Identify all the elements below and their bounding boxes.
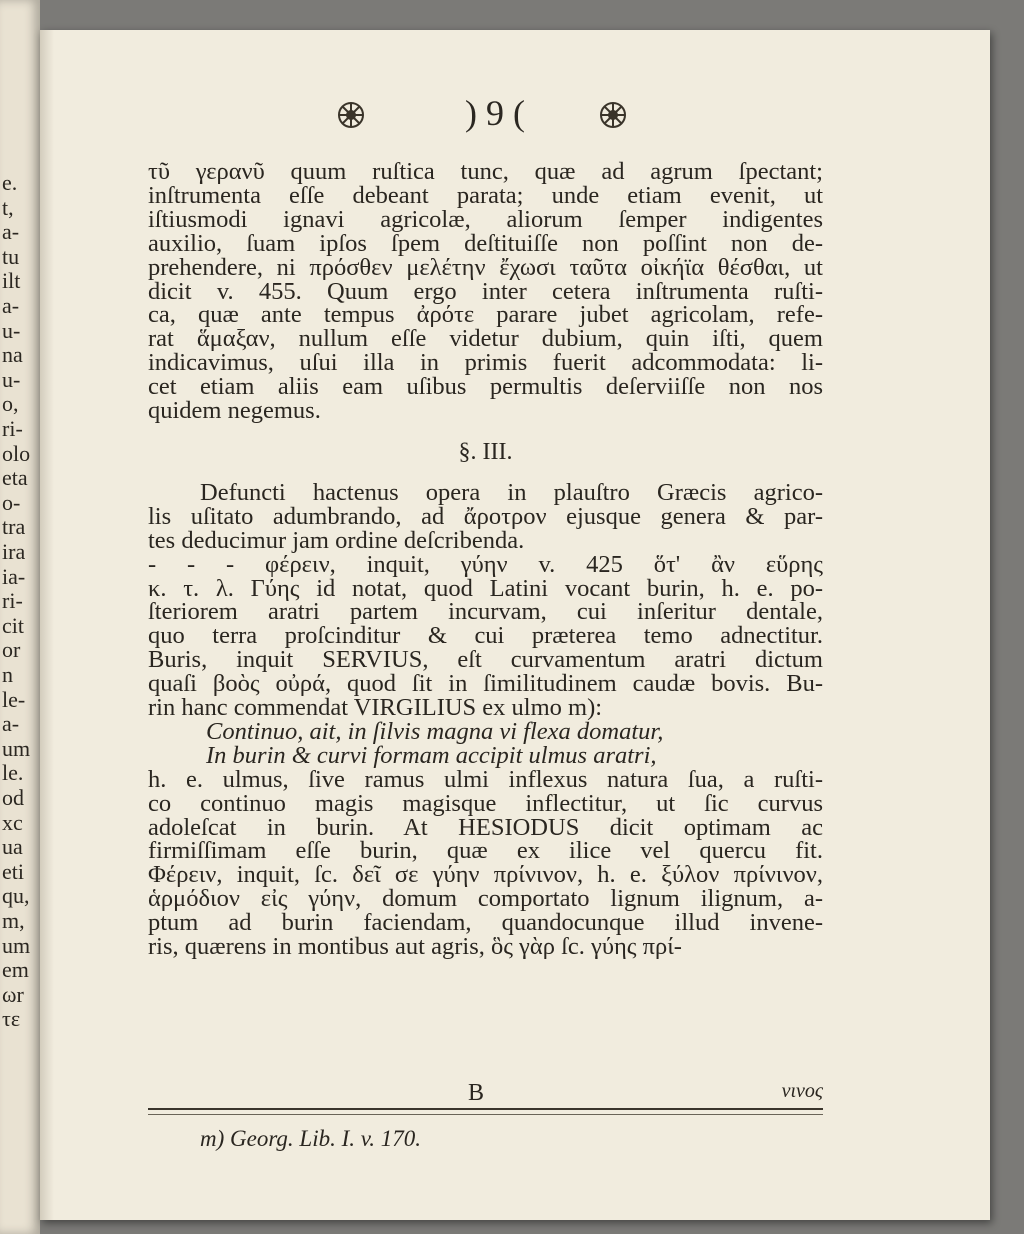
text-line: quo terra proſcinditur & cui præterea temo adnectitur. (148, 622, 823, 650)
facing-page-fragment: ua (2, 834, 23, 860)
catchword: νινος (781, 1080, 823, 1102)
facing-page-fragment: xc (2, 809, 23, 835)
text-line: Defuncti hactenus opera in plauſtro Græcis agrico- (200, 478, 823, 506)
text-line: firmiſſimam eſſe burin, quæ ex ilice vel quercu fit. (148, 837, 823, 865)
facing-page-fragment: u- (2, 366, 21, 392)
facing-page-fragment: um (2, 932, 31, 958)
facing-page-fragment: od (2, 785, 24, 810)
facing-page-fragment: ira (2, 539, 26, 564)
text-line: Buris, inquit SERVIUS, eſt curvamentum aratri dictum (148, 646, 823, 674)
text-line: h. e. ulmus, ſive ramus ulmi inflexus natura ſua, a ruſti- (148, 765, 823, 793)
text-line: iſtiusmodi ignavi agricolæ, aliorum ſemper indigentes (148, 205, 823, 233)
text-line: auxilio, ſuam ipſos ſpem deſtituiſſe non poſſint non de- (148, 229, 823, 257)
text-line: co continuo magis magisque inflectitur, ut ſic curvus (148, 789, 823, 817)
section-title: §. III. (458, 438, 513, 465)
facing-page-fragment: or (2, 637, 21, 663)
footnote: m) Georg. Lib. I. v. 170. (200, 1126, 422, 1151)
text-line: Φέρειν, inquit, ſc. δεῖ σε γύην πρίνινον, h. e. ξύλον πρίνινον, (148, 861, 823, 889)
facing-page-fragment: a- (2, 219, 20, 245)
facing-page-fragment: na (2, 342, 23, 368)
text-line: quidem negemus. (148, 397, 321, 425)
facing-page-fragment: eti (2, 858, 24, 884)
facing-page-fragment: o, (2, 391, 19, 417)
text-line: rat ἅμαξαν, nullum eſſe videtur dubium, quin iſti, quem (148, 325, 823, 353)
facing-page-fragment: ωr (2, 981, 24, 1007)
text-line: ca, quæ ante tempus ἀρότε parare jubet agricolam, refe- (148, 301, 823, 329)
facing-page-fragment: m, (2, 908, 25, 933)
facing-page-fragment: um (2, 735, 31, 761)
facing-page-fragment: cit (2, 612, 24, 638)
facing-page-fragment: a- (2, 711, 20, 737)
verse-quote (148, 717, 823, 769)
page-number: ) 9 ( (465, 93, 525, 133)
paragraph-2 (148, 478, 823, 554)
facing-page-fragment: olo (2, 440, 31, 466)
facing-page-fragment: qu, (2, 883, 30, 909)
text-line: indicavimus, uſui illa in primis fuerit adcommodata: li- (148, 349, 823, 377)
facing-page-fragment: eta (2, 465, 28, 491)
paragraph-4 (148, 765, 823, 961)
text-line: rin hanc commendat VIRGILIUS ex ulmo m): (148, 694, 603, 722)
text-line: cet etiam aliis eam uſibus permultis deſerviiſſe non nos (148, 373, 823, 401)
text-line: Continuo, ait, in ſilvis magna vi flexa domatur, (206, 717, 664, 745)
facing-page-edge (0, 0, 40, 1234)
ornament-left-icon (334, 98, 368, 132)
text-line: lis uſitato adumbrando, ad ἄροτρον ejusque genera & par- (148, 502, 823, 530)
text-line: ſteriorem aratri partem incurvam, cui inſeritur dentale, (148, 598, 823, 626)
facing-page-fragment: a- (2, 293, 20, 318)
text-line: ris, quærens in montibus aut agris, ὃς γὰρ ſc. γύης πρί- (148, 933, 682, 961)
page-gutter-shadow (40, 30, 54, 1220)
facing-page-fragment: le. (2, 760, 24, 786)
facing-page-fragment: ilt (2, 268, 21, 294)
facing-page-fragment: le- (2, 686, 26, 712)
facing-page-fragment: tra (2, 514, 26, 540)
facing-page-fragment: u- (2, 317, 21, 343)
signature-mark: B (468, 1080, 485, 1106)
text-line: κ. τ. λ. Γύης id notat, quod Latini vocant burin, h. e. po- (148, 574, 823, 602)
body-text (148, 160, 823, 959)
text-line: dicit v. 455. Quum ergo inter cetera inſtrumenta ruſti- (148, 277, 823, 305)
facing-page-fragment: ri- (2, 416, 23, 441)
signature-line (148, 1080, 823, 1110)
facing-page-fragment: t, (2, 194, 14, 220)
text-line: tes deducimur jam ordine deſcribenda. (148, 526, 525, 554)
facing-page-fragment: e. (2, 170, 18, 195)
facing-page-fragment: n (2, 662, 13, 687)
facing-page-fragment: τε (2, 1006, 21, 1032)
page-header (0, 93, 1024, 148)
ornament-right-icon (596, 98, 630, 132)
text-line: In burin & curvi formam accipit ulmus aratri, (206, 741, 657, 769)
text-line: - - - φέρειν, inquit, γύην v. 425 ὅτ' ἂν εὕρης (148, 550, 823, 578)
facing-page-fragment: tu (2, 243, 20, 269)
text-line: quaſi βοὸς οὐρά, quod ſit in ſimilitudinem caudæ bovis. Bu- (148, 670, 823, 698)
text-line: τῦ γερανῦ quum ruſtica tunc, quæ ad agrum ſpectant; (148, 158, 823, 185)
text-line: ptum ad burin faciendam, quandocunque illud invene- (148, 909, 823, 937)
facing-page-fragment: ri- (2, 588, 23, 614)
paragraph-3 (148, 550, 823, 722)
text-line: prehendere, ni πρόσθεν μελέτην ἔχωσι ταῦτα οἰκήϊα θέσθαι, ut (148, 253, 823, 281)
facing-page-fragment: o- (2, 489, 21, 515)
facing-page-fragment: em (2, 957, 29, 983)
facing-page-fragment: ia- (2, 563, 26, 589)
text-line: adoleſcat in burin. At HESIODUS dicit optimam ac (148, 813, 823, 841)
footnote-rule (148, 1108, 823, 1115)
text-line: inſtrumenta eſſe debeant parata; unde etiam evenit, ut (148, 181, 823, 209)
text-line: ἁρμόδιον εἰς γύην, domum comportato lignum ilignum, a- (148, 885, 823, 913)
paragraph-1 (148, 160, 823, 423)
